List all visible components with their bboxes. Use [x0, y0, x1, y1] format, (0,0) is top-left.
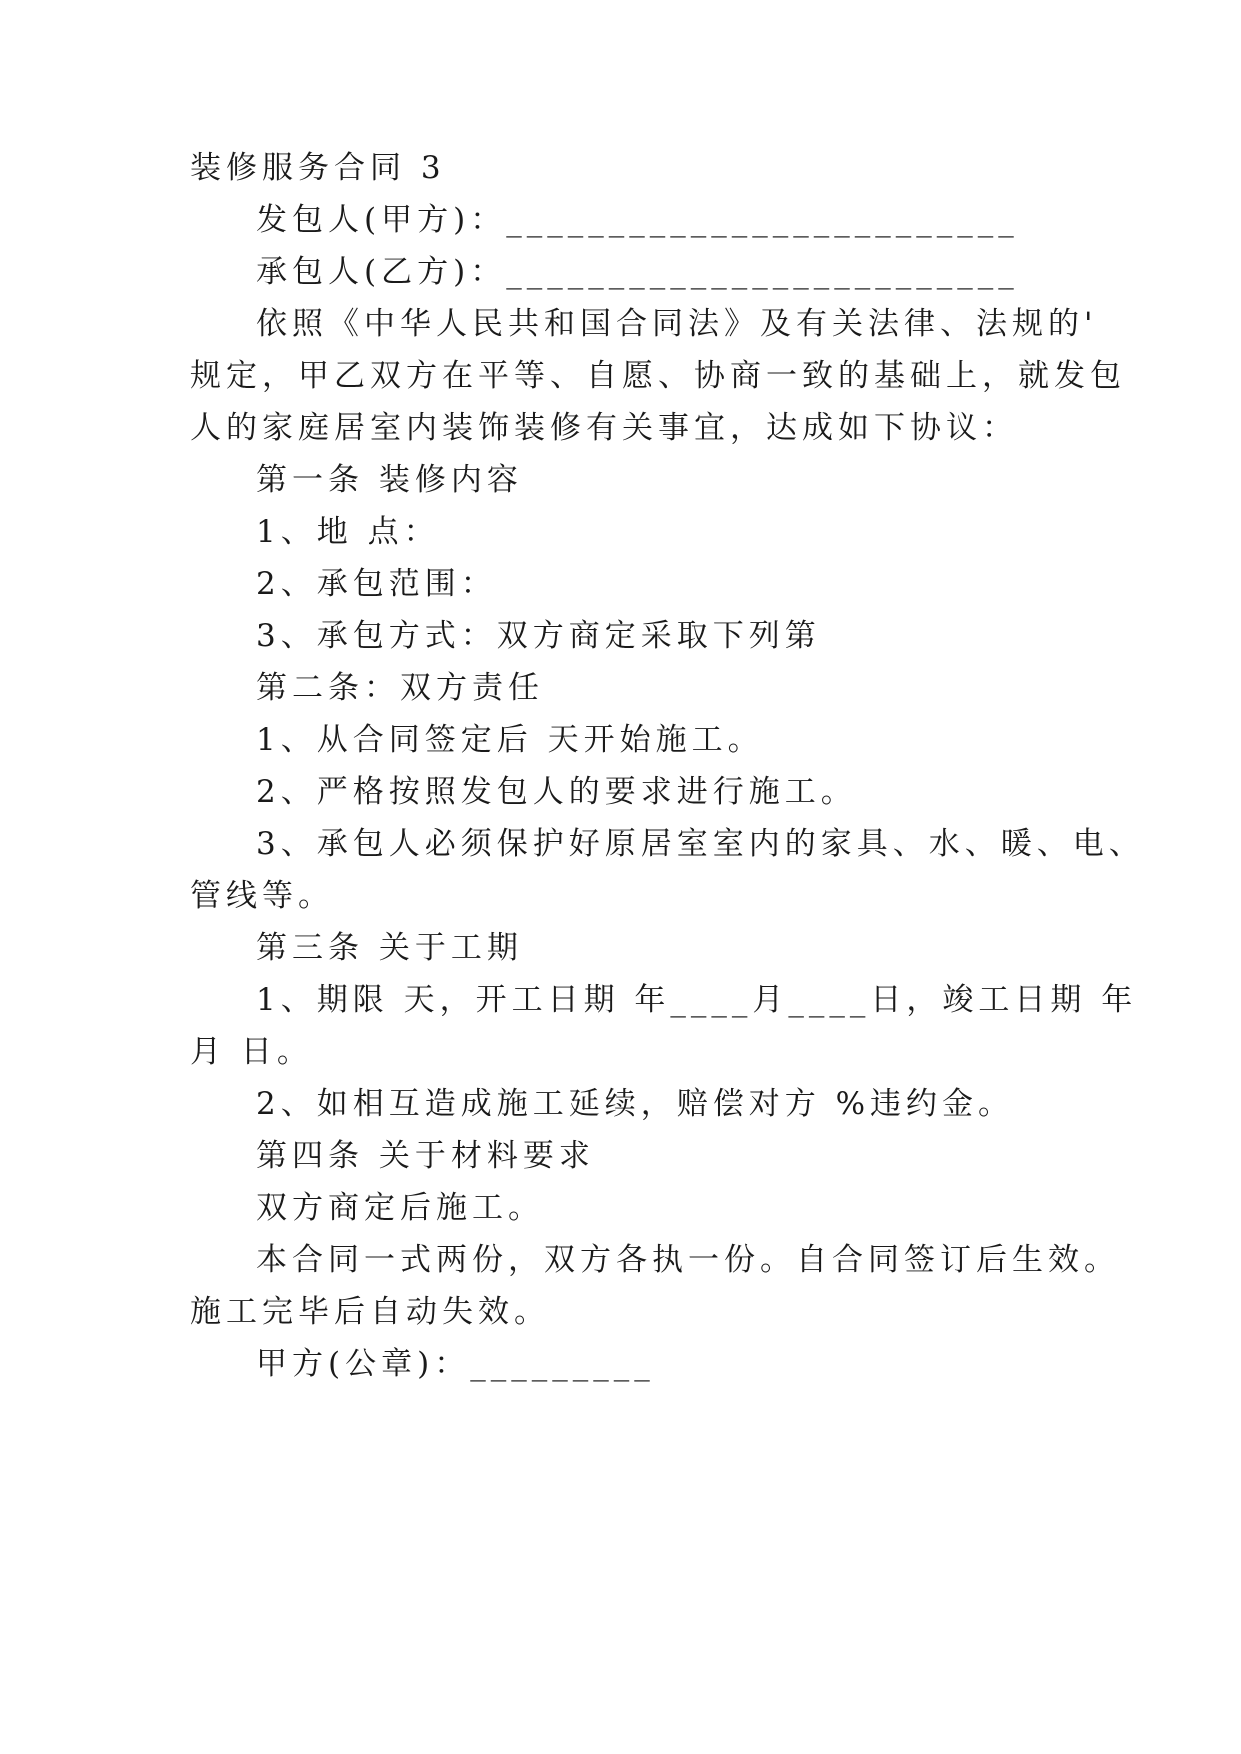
article-1-item-1: 1、地 点： [256, 514, 440, 550]
article-1-item-3: 3、承包方式：双方商定采取下列第 [256, 618, 821, 654]
article-1-heading: 第一条 装修内容 [256, 462, 523, 498]
article-4-body: 双方商定后施工。 [256, 1190, 544, 1226]
article-2-item-2: 2、严格按照发包人的要求进行施工。 [256, 774, 857, 810]
article-3-item-2: 2、如相互造成施工延续，赔偿对方 %违约金。 [256, 1086, 1015, 1122]
preamble-line-3: 人的家庭居室内装饰装修有关事宜，达成如下协议： [190, 410, 1018, 446]
preamble-line-2: 规定，甲乙双方在平等、自愿、协商一致的基础上，就发包 [190, 358, 1126, 394]
article-2-heading: 第二条：双方责任 [256, 670, 544, 706]
article-2-item-3-cont: 管线等。 [190, 878, 334, 914]
article-3-item-1-cont: 月 日。 [190, 1034, 313, 1070]
closing-line-2: 施工完毕后自动失效。 [190, 1294, 550, 1330]
article-1-item-2: 2、承包范围： [256, 566, 497, 602]
preamble-line-1: 依照《中华人民共和国合同法》及有关法律、法规的' [256, 306, 1098, 342]
document-title: 装修服务合同 3 [190, 150, 446, 186]
article-2-item-1: 1、从合同签定后 天开始施工。 [256, 722, 764, 758]
article-3-item-1: 1、期限 天，开工日期 年____月____日，竣工日期 年 [256, 982, 1138, 1018]
article-3-heading: 第三条 关于工期 [256, 930, 523, 966]
party-a-seal-line: 甲方(公章)：_________ [256, 1346, 655, 1382]
article-4-heading: 第四条 关于材料要求 [256, 1138, 595, 1174]
party-b-line: 承包人(乙方)：_________________________ [256, 254, 1019, 290]
article-2-item-3: 3、承包人必须保护好原居室室内的家具、水、暖、电、 [256, 826, 1145, 862]
party-a-line: 发包人(甲方)：_________________________ [256, 202, 1019, 238]
closing-line-1: 本合同一式两份，双方各执一份。自合同签订后生效。 [256, 1242, 1120, 1278]
